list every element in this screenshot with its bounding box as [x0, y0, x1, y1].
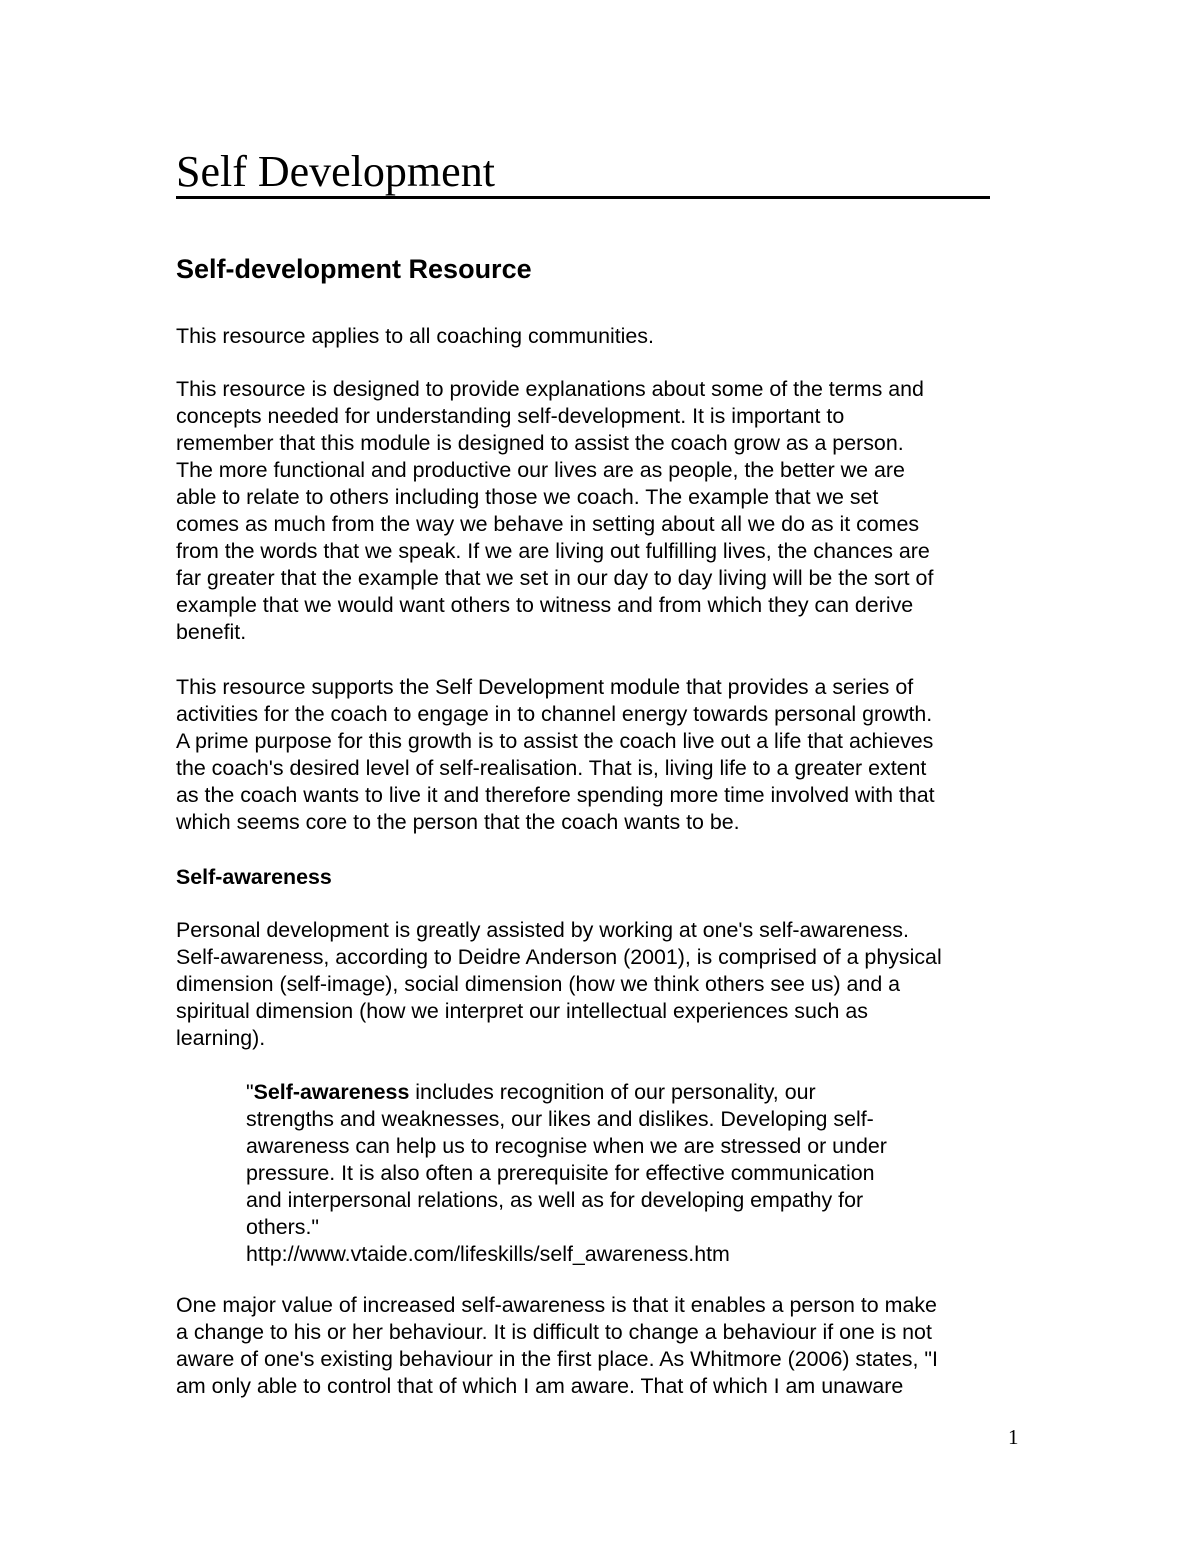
block-quote — [246, 1079, 887, 1268]
intro-paragraph — [176, 323, 654, 350]
paragraph-line: remember that this module is designed to assist the coach grow as a person. — [176, 431, 904, 455]
paragraph-line: the coach's desired level of self-realisation. That is, living life to a greater extent — [176, 756, 927, 780]
paragraph-line: This resource supports the Self Development module that provides a series of — [176, 675, 914, 699]
paragraph-line: dimension (self-image), social dimension (how we think others see us) and a — [176, 972, 901, 996]
intro-line: This resource applies to all coaching communities. — [176, 324, 654, 348]
quote-first-line-text: includes recognition of our personality, our — [409, 1080, 816, 1104]
quote-line: others." — [246, 1215, 319, 1239]
paragraph-line: am only able to control that of which I am aware. That of which I am unaware — [176, 1374, 904, 1398]
paragraph-line: a change to his or her behaviour. It is difficult to change a behaviour if one is not — [176, 1320, 932, 1344]
paragraph-line: learning). — [176, 1026, 266, 1050]
page-number: 1 — [1008, 1425, 1019, 1449]
paragraph-line: able to relate to others including those we coach. The example that we set — [176, 485, 879, 509]
quote-bold-term: Self-awareness — [253, 1080, 410, 1104]
quote-line: awareness can help us to recognise when we are stressed or under — [246, 1134, 887, 1158]
paragraph-self-awareness — [176, 917, 942, 1052]
paragraph-purpose — [176, 376, 933, 646]
paragraph-line: which seems core to the person that the coach wants to be. — [176, 810, 740, 834]
subheading-self-awareness: Self-awareness — [176, 865, 332, 889]
paragraph-line: A prime purpose for this growth is to assist the coach live out a life that achieves — [176, 729, 934, 753]
paragraph-line: benefit. — [176, 620, 247, 644]
paragraph-line: from the words that we speak. If we are living out fulfilling lives, the chances are — [176, 539, 930, 563]
quote-source-url: http://www.vtaide.com/lifeskills/self_awareness.htm — [246, 1242, 730, 1266]
paragraph-line: The more functional and productive our lives are as people, the better we are — [176, 458, 905, 482]
paragraph-line: One major value of increased self-awareness is that it enables a person to make — [176, 1293, 937, 1317]
quote-line: strengths and weaknesses, our likes and dislikes. Developing self- — [246, 1107, 874, 1131]
quote-line: pressure. It is also often a prerequisite for effective communication — [246, 1161, 875, 1185]
section-heading: Self-development Resource — [176, 254, 532, 284]
paragraph-line: aware of one's existing behaviour in the first place. As Whitmore (2006) states, "I — [176, 1347, 938, 1371]
paragraph-module-support — [176, 674, 935, 836]
paragraph-line: concepts needed for understanding self-development. It is important to — [176, 404, 845, 428]
paragraph-line: far greater that the example that we set in our day to day living will be the sort of — [176, 566, 934, 590]
document-title: Self Development — [176, 146, 990, 199]
quote-open-mark: " — [246, 1080, 254, 1104]
paragraph-line: comes as much from the way we behave in setting about all we do as it comes — [176, 512, 920, 536]
paragraph-line: This resource is designed to provide explanations about some of the terms and — [176, 377, 924, 401]
paragraph-line: example that we would want others to witness and from which they can derive — [176, 593, 914, 617]
paragraph-line: activities for the coach to engage in to channel energy towards personal growth. — [176, 702, 933, 726]
quote-line: and interpersonal relations, as well as for developing empathy for — [246, 1188, 864, 1212]
paragraph-line: as the coach wants to live it and therefore spending more time involved with that — [176, 783, 935, 807]
paragraph-behaviour-change — [176, 1292, 938, 1400]
paragraph-line: Self-awareness, according to Deidre Anderson (2001), is comprised of a physical — [176, 945, 942, 969]
quote-first-line — [246, 1079, 887, 1106]
paragraph-line: spiritual dimension (how we interpret our intellectual experiences such as — [176, 999, 868, 1023]
paragraph-line: Personal development is greatly assisted by working at one's self-awareness. — [176, 918, 909, 942]
